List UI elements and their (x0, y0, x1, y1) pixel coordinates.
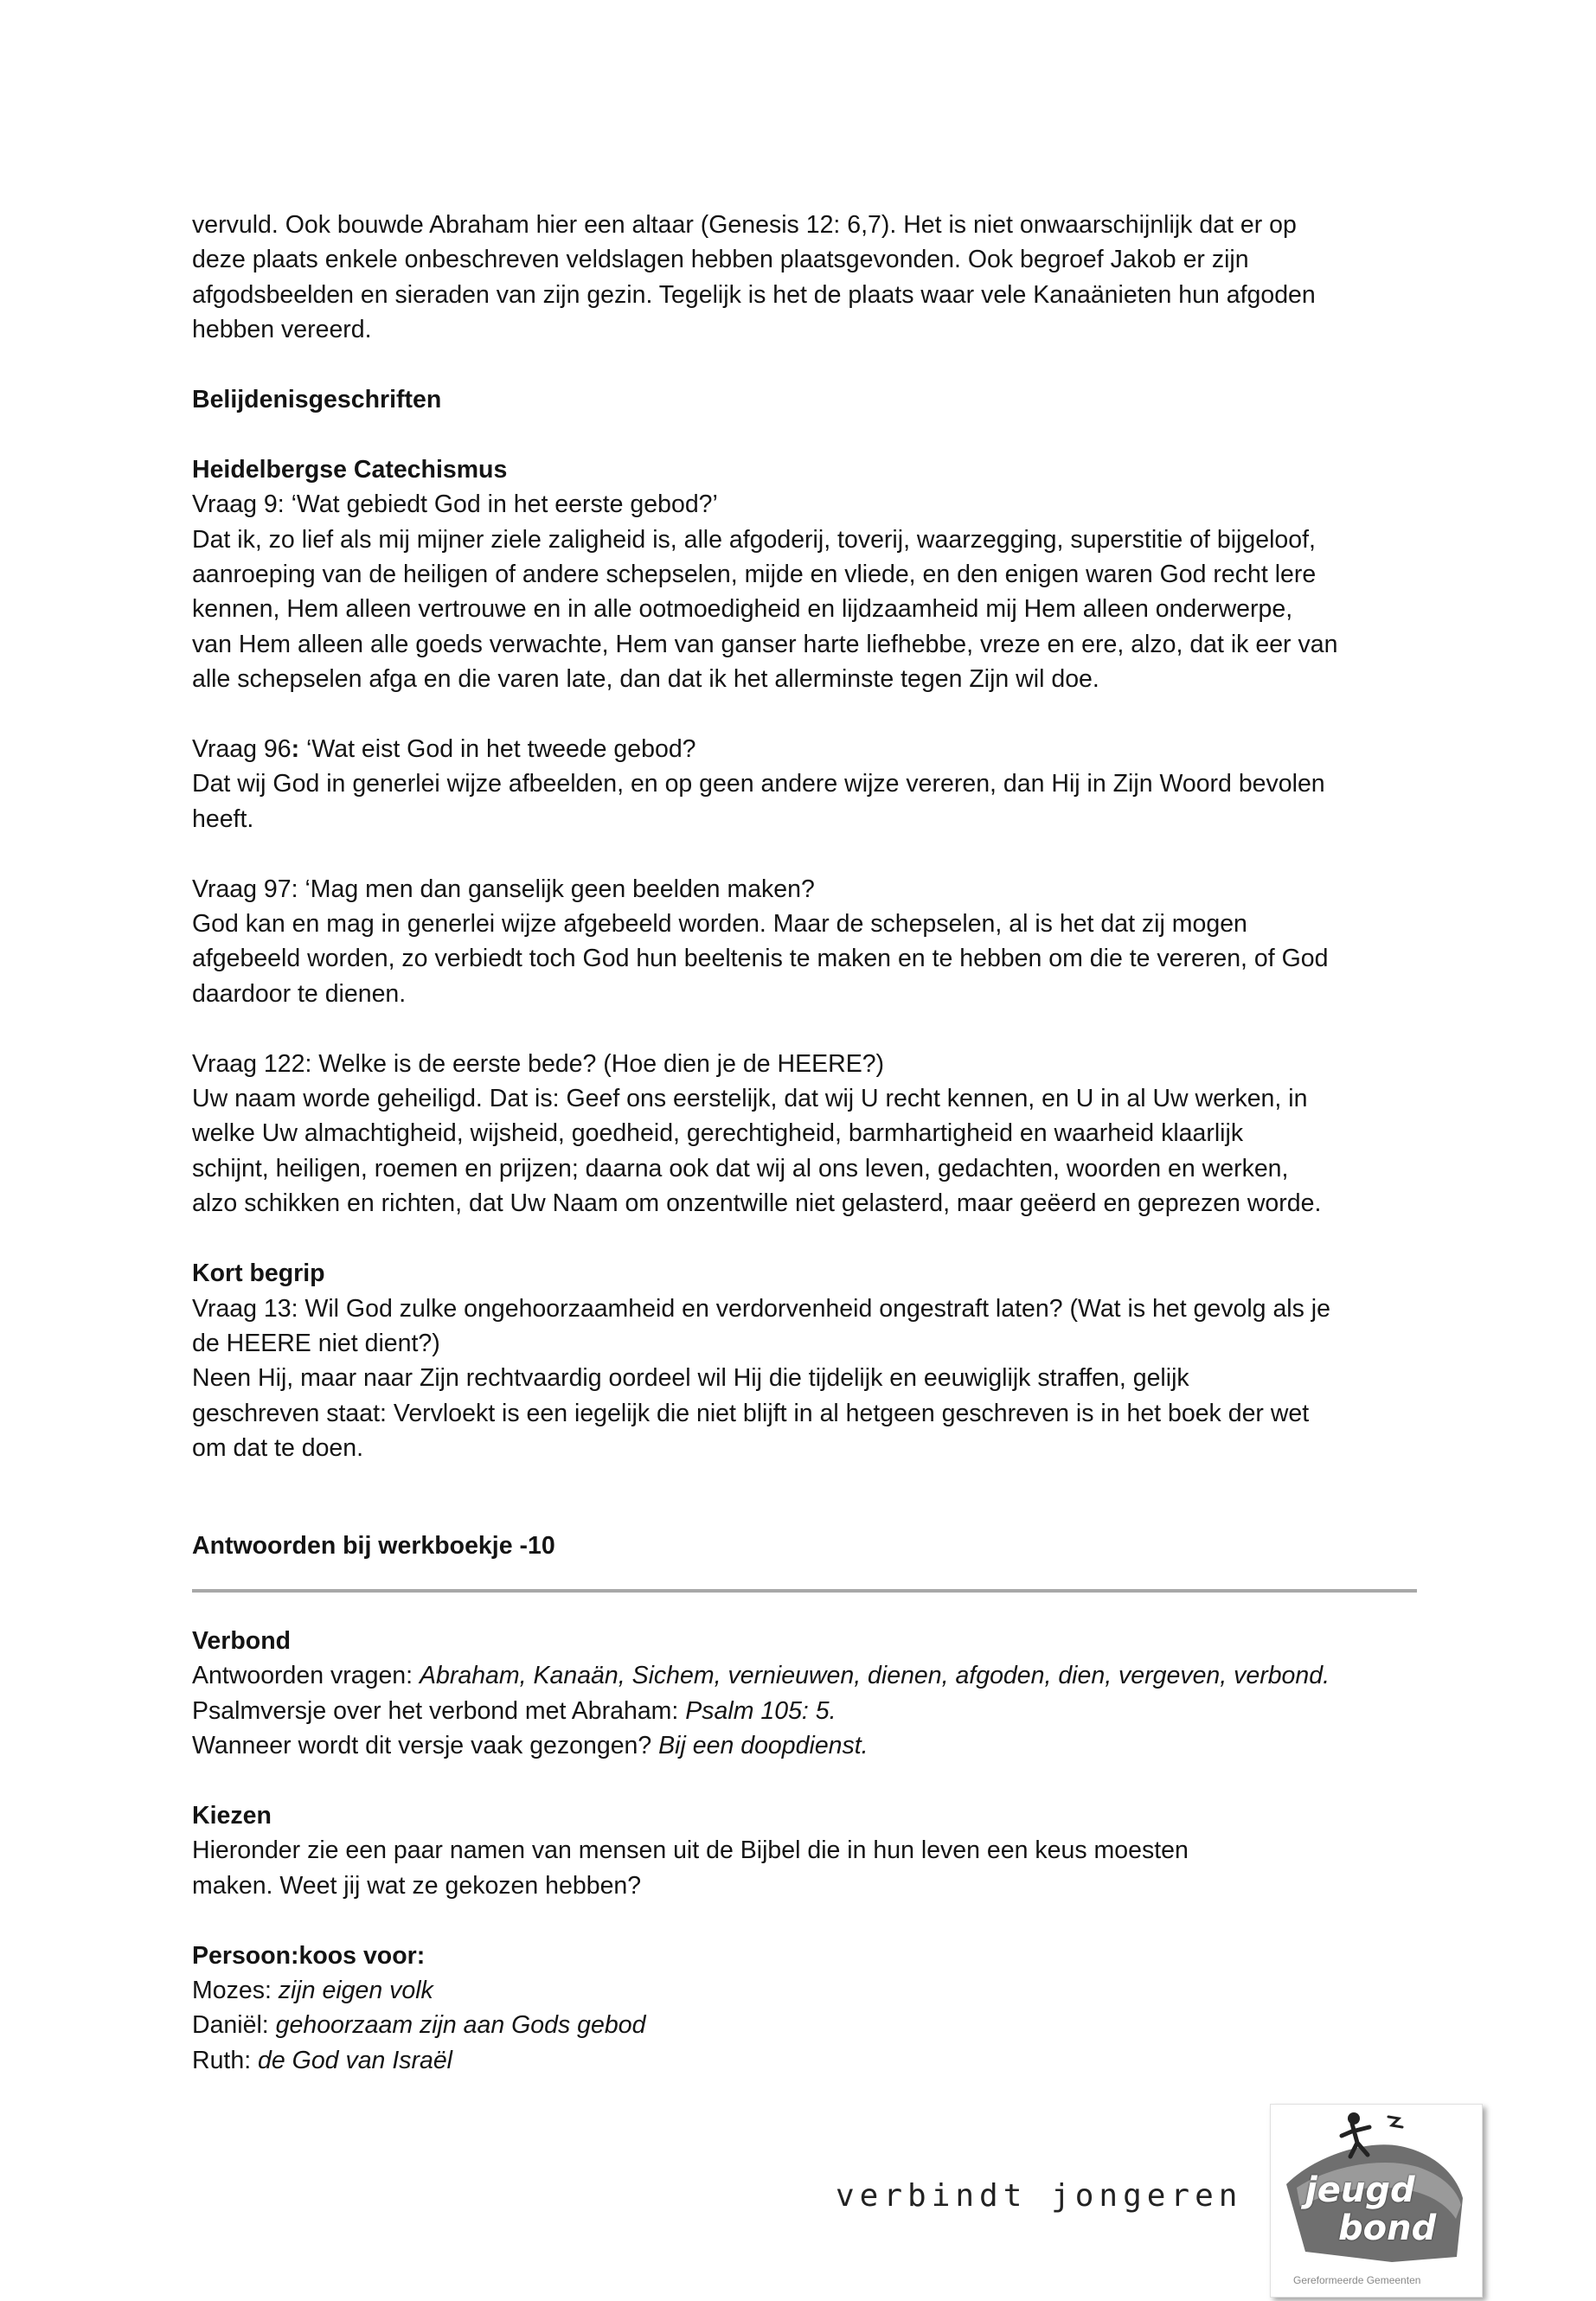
answer-line: alle schepselen afga en die varen late, dan dat ik het allerminste tegen Zijn wil doe. (192, 665, 1099, 694)
section-heading-belijdenisgeschriften: Belijdenisgeschriften (192, 386, 442, 414)
text-line: geschreven staat: Vervloekt is een iegelijk die niet blijft in al hetgeen geschreven is in het boek der wet (192, 1399, 1310, 1427)
footer-tagline: verbindt jongeren (836, 2178, 1243, 2214)
subheading-persoon: Persoon:koos voor: (192, 1941, 426, 1970)
answer-line: welke Uw almachtigheid, wijsheid, goedheid, gerechtigheid, barmhartigheid en waarheid klaarlijk (192, 1119, 1244, 1148)
list-item (192, 2043, 1420, 2078)
answer-line: kennen, Hem alleen vertrouwe en in alle ootmoedigheid en lijdzaamheid mij Hem alleen onderwerpe, (192, 595, 1293, 624)
person-name: Daniël: (192, 2011, 276, 2040)
text-line: de HEERE niet dient?) (192, 1329, 440, 1357)
jeugdbond-logo (1270, 2104, 1483, 2298)
subheading-kiezen: Kiezen (192, 1801, 272, 1830)
person-choice: gehoorzaam zijn aan Gods gebod (275, 2011, 646, 2040)
answer-line: alzo schikken en richten, dat Uw Naam om onzentwille niet gelasterd, maar geëerd en geprezen worde. (192, 1189, 1322, 1218)
answer-label: Wanneer wordt dit versje vaak gezongen? (192, 1732, 659, 1760)
text-line: maken. Weet jij wat ze gekozen hebben? (192, 1871, 642, 1900)
question-text: Vraag 9: ‘Wat gebiedt God in het eerste gebod?’ (192, 490, 718, 519)
text-line: hebben vereerd. (192, 316, 372, 344)
logo-wordmark-bottom: bond (1338, 2208, 1437, 2248)
answer-line: God kan en mag in generlei wijze afgebeeld worden. Maar de schepselen, al is het dat zij mogen (192, 910, 1247, 939)
question-body: ‘Wat eist God in het tweede gebod? (299, 735, 696, 764)
logo-wordmark-top: jeugd (1305, 2170, 1415, 2210)
subheading-verbond: Verbond (192, 1626, 292, 1655)
subheading-heidelbergse-catechismus: Heidelbergse Catechismus (192, 455, 508, 484)
person-name: Ruth: (192, 2046, 259, 2074)
person-name: Mozes: (192, 1976, 279, 2004)
answer-line: heeft. (192, 804, 254, 833)
answer-label: Antwoorden vragen: (192, 1662, 420, 1690)
question-block-96 (192, 732, 1420, 836)
question-block-9 (192, 487, 1420, 696)
question-text: Vraag 122: Welke is de eerste bede? (Hoe dien je de HEERE?) (192, 1049, 885, 1078)
answer-line: Uw naam worde geheiligd. Dat is: Geef ons eerstelijk, dat wij U recht kennen, en U in al Uw werken, in (192, 1085, 1308, 1113)
answer-line: aanroeping van de heiligen of andere schepselen, mijde en vliede, en den enigen waren God recht lere (192, 561, 1317, 589)
kiezen-block (192, 1798, 1420, 1903)
intro-paragraph (192, 208, 1420, 348)
question-text (192, 732, 1420, 766)
question-text: Vraag 97: ‘Mag men dan ganselijk geen beelden maken? (192, 875, 815, 903)
verbond-block (192, 1624, 1420, 1764)
question-label: Vraag 96 (192, 735, 292, 764)
answer-value: Bij een doopdienst. (658, 1732, 869, 1760)
section-divider (192, 1589, 1417, 1593)
answer-line (192, 1728, 1420, 1763)
list-item (192, 2008, 1420, 2042)
document-body (192, 208, 1420, 2078)
question-colon: : (291, 735, 300, 764)
answer-value: Psalm 105: 5. (685, 1696, 836, 1725)
person-choice: zijn eigen volk (278, 1976, 433, 2004)
person-choice: de God van Israël (258, 2046, 453, 2074)
text-line: Hieronder zie een paar namen van mensen uit de Bijbel die in hun leven een keus moesten (192, 1836, 1189, 1865)
answer-line (192, 1658, 1420, 1693)
section-heading-antwoorden: Antwoorden bij werkboekje -10 (192, 1531, 555, 1560)
subheading-kort-begrip: Kort begrip (192, 1259, 325, 1288)
answer-line: schijnt, heiligen, roemen en prijzen; daarna ook dat wij al ons leven, gedachten, woorden en werken, (192, 1154, 1289, 1183)
answer-value: Abraham, Kanaän, Sichem, vernieuwen, dienen, afgoden, dien, vergeven, verbond. (420, 1662, 1330, 1690)
logo-subtitle: Gereformeerde Gemeenten (1293, 2274, 1421, 2286)
question-block-122 (192, 1047, 1420, 1221)
answer-line: daardoor te dienen. (192, 979, 407, 1008)
list-item (192, 1973, 1420, 2008)
answer-line: Dat ik, zo lief als mij mijner ziele zaligheid is, alle afgoderij, toverij, waarzegging, superstitie of bijgeloof, (192, 525, 1316, 554)
text-line: Vraag 13: Wil God zulke ongehoorzaamheid en verdorvenheid ongestraft laten? (Wat is het gevolg als je (192, 1294, 1330, 1323)
persoon-block (192, 1939, 1420, 2079)
text-line: vervuld. Ook bouwde Abraham hier een altaar (Genesis 12: 6,7). Het is niet onwaarschijnlijk dat er op (192, 211, 1297, 239)
answer-line: afgebeeld worden, zo verbiedt toch God hun beeltenis te maken en te hebben om die te vereren, of God (192, 945, 1329, 973)
text-line: afgodsbeelden en sieraden van zijn gezin. Tegelijk is het de plaats waar vele Kanaänieten hun afgoden (192, 280, 1316, 309)
text-line: Neen Hij, maar naar Zijn rechtvaardig oordeel wil Hij die tijdelijk en eeuwiglijk straffen, gelijk (192, 1364, 1189, 1393)
answer-line: Dat wij God in generlei wijze afbeelden, en op geen andere wijze vereren, dan Hij in Zijn Woord bevolen (192, 770, 1325, 798)
answer-line: van Hem alleen alle goeds verwachte, Hem van ganser harte liefhebbe, vreze en ere, alzo, dat ik eer van (192, 630, 1338, 658)
answer-label: Psalmversje over het verbond met Abraham: (192, 1696, 686, 1725)
text-line: om dat te doen. (192, 1434, 364, 1463)
kort-begrip-block (192, 1256, 1420, 1465)
question-block-97 (192, 872, 1420, 1012)
answer-line (192, 1694, 1420, 1728)
text-line: deze plaats enkele onbeschreven veldslagen hebben plaatsgevonden. Ook begroef Jakob er zijn (192, 246, 1249, 274)
